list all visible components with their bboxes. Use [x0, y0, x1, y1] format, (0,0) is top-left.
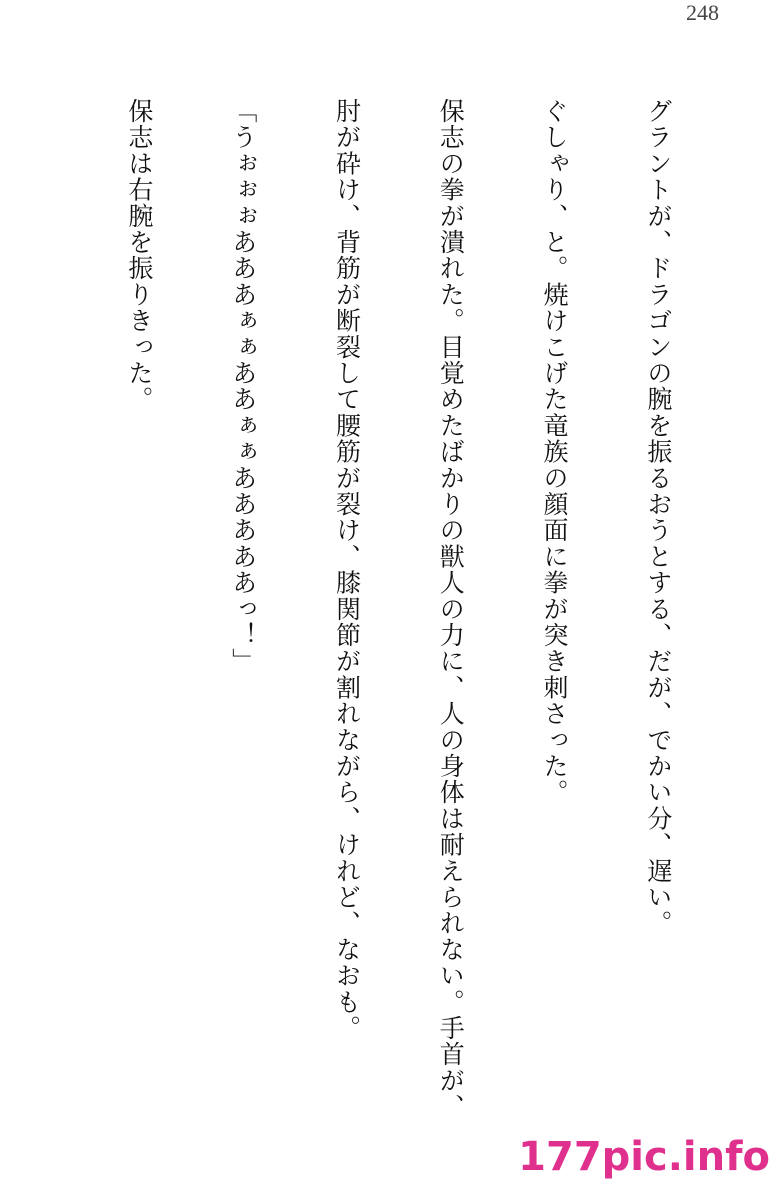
text-line: グラントが、ドラゴンの腕を振るおうとする、だが、でかい分、遅い。	[643, 98, 673, 937]
vertical-text-body	[0, 98, 744, 1158]
text-line: 「うぉぉぉあああぁぁああぁぁあああああっ！」	[228, 98, 258, 675]
watermark: 177pic.info	[518, 1134, 770, 1180]
page-number: 248	[686, 0, 719, 25]
blank-line	[18, 98, 53, 1158]
text-line: 保志の拳が潰れた。目覚めたばかりの獣人の力に、人の身体は耐えられない。手首が、	[436, 98, 466, 1120]
text-line: ぐしゃり、と。焼けこげた竜族の顔面に拳が突き刺さった。	[540, 98, 570, 806]
text-line: 肘が砕け、背筋が断裂して腰筋が裂け、膝関節が割れながら、けれど、なおも。	[332, 98, 362, 1042]
text-line: 保志は右腕を振りきった。	[124, 98, 154, 413]
